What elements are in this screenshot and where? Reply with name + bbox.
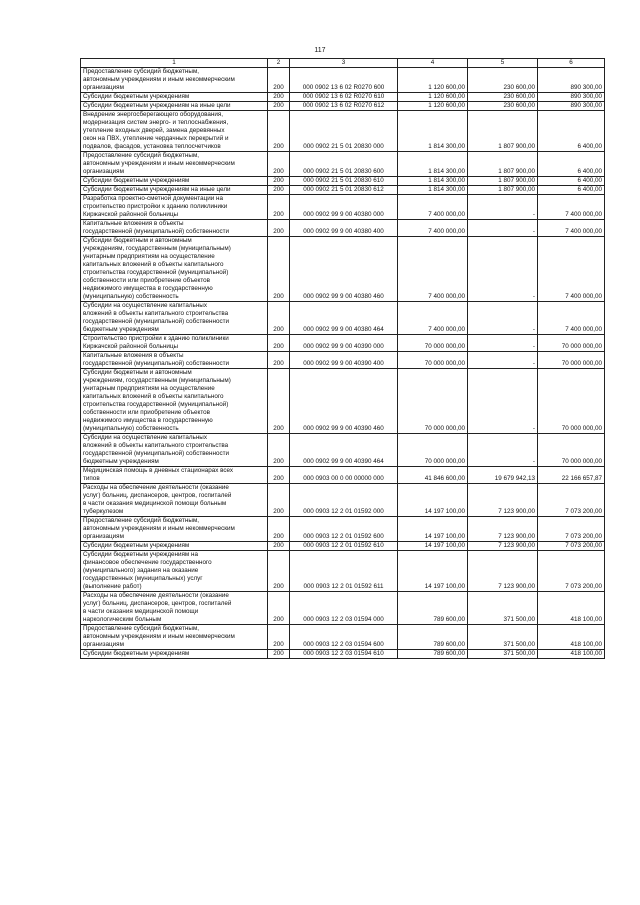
row-amount-approved-cell: 7 400 000,00: [398, 302, 468, 335]
row-name-cell: Предоставление субсидий бюджетным, автономным учреждениям и иным некоммерческим организациям: [81, 625, 268, 650]
row-code-cell: 000 0902 99 9 00 40380 464: [290, 302, 398, 335]
row-amount-executed-cell: 230 600,00: [468, 68, 538, 93]
table-row: [81, 542, 605, 551]
row-gr-cell: 200: [268, 177, 290, 186]
row-name-cell: Субсидии бюджетным и автономным учреждениям, государственным (муниципальным) унитарным предприятиям на осуществление капитальных вложений в объекты капитального строительства государственной (муниципальной) собственности или приобретение объектов недвижимого имущества в государственную (муниципальную) собственность: [81, 237, 268, 302]
row-amount-approved-cell: 1 814 300,00: [398, 186, 468, 195]
row-amount-approved-cell: 14 197 100,00: [398, 551, 468, 592]
row-amount-remaining-cell: 22 166 657,87: [538, 467, 605, 484]
row-code-cell: 000 0902 21 5 01 20830 000: [290, 111, 398, 152]
row-amount-remaining-cell: 890 300,00: [538, 93, 605, 102]
row-name-cell: Расходы на обеспечение деятельности (оказание услуг) больниц, диспансеров, центров, госпиталей в части оказания медицинской помощи больным туберкулезом: [81, 484, 268, 517]
row-amount-approved-cell: 1 814 300,00: [398, 111, 468, 152]
row-amount-executed-cell: -: [468, 237, 538, 302]
row-amount-approved-cell: 14 197 100,00: [398, 517, 468, 542]
row-amount-remaining-cell: 70 000 000,00: [538, 335, 605, 352]
row-amount-remaining-cell: 7 400 000,00: [538, 302, 605, 335]
row-gr-cell: 200: [268, 517, 290, 542]
row-name-cell: Субсидии бюджетным учреждениям на финансовое обеспечение государственного (муниципального) задания на оказание государственных (муниципальных) услуг (выполнение работ): [81, 551, 268, 592]
row-gr-cell: 200: [268, 650, 290, 659]
row-amount-executed-cell: -: [468, 195, 538, 220]
row-amount-approved-cell: 789 600,00: [398, 592, 468, 625]
row-gr-cell: 200: [268, 335, 290, 352]
row-amount-executed-cell: -: [468, 335, 538, 352]
row-amount-remaining-cell: 7 073 200,00: [538, 542, 605, 551]
row-code-cell: 000 0903 12 2 01 01592 600: [290, 517, 398, 542]
row-name-cell: Медицинская помощь в дневных стационарах всех типов: [81, 467, 268, 484]
row-amount-remaining-cell: 890 300,00: [538, 102, 605, 111]
row-amount-executed-cell: 371 500,00: [468, 592, 538, 625]
row-name-cell: Субсидии на осуществление капитальных вложений в объекты капитального строительства государственной (муниципальной) собственности бюджетным учреждениям: [81, 434, 268, 467]
row-amount-executed-cell: 7 123 900,00: [468, 517, 538, 542]
row-amount-executed-cell: -: [468, 434, 538, 467]
row-code-cell: 000 0903 12 2 01 01592 610: [290, 542, 398, 551]
column-number-row: [81, 59, 605, 68]
row-name-cell: Субсидии бюджетным учреждениям: [81, 177, 268, 186]
row-amount-executed-cell: 7 123 900,00: [468, 542, 538, 551]
row-amount-remaining-cell: 7 400 000,00: [538, 220, 605, 237]
row-gr-cell: 200: [268, 484, 290, 517]
row-code-cell: 000 0902 21 5 01 20830 600: [290, 152, 398, 177]
table-row: [81, 335, 605, 352]
table-row: [81, 352, 605, 369]
row-amount-executed-cell: 371 500,00: [468, 650, 538, 659]
row-name-cell: Расходы на обеспечение деятельности (оказание услуг) больниц, диспансеров, центров, госпиталей в части оказания медицинской помощи наркологическим больным: [81, 592, 268, 625]
row-code-cell: 000 0902 99 9 00 40380 460: [290, 237, 398, 302]
row-amount-executed-cell: -: [468, 369, 538, 434]
row-code-cell: 000 0902 13 6 02 R0270 610: [290, 93, 398, 102]
table-row: [81, 369, 605, 434]
column-number-6: 6: [538, 59, 605, 68]
row-gr-cell: 200: [268, 434, 290, 467]
row-amount-executed-cell: -: [468, 220, 538, 237]
row-code-cell: 000 0903 12 2 03 01594 000: [290, 592, 398, 625]
row-code-cell: 000 0902 99 9 00 40390 460: [290, 369, 398, 434]
row-amount-remaining-cell: 7 073 200,00: [538, 517, 605, 542]
table-row: [81, 195, 605, 220]
row-name-cell: Капитальные вложения в объекты государственной (муниципальной) собственности: [81, 352, 268, 369]
row-amount-executed-cell: 1 807 900,00: [468, 152, 538, 177]
row-amount-remaining-cell: 7 073 200,00: [538, 551, 605, 592]
row-amount-approved-cell: 789 600,00: [398, 625, 468, 650]
row-code-cell: 000 0902 21 5 01 20830 610: [290, 177, 398, 186]
row-name-cell: Субсидии бюджетным учреждениям: [81, 650, 268, 659]
row-gr-cell: 200: [268, 93, 290, 102]
table-row: [81, 467, 605, 484]
row-amount-approved-cell: 70 000 000,00: [398, 434, 468, 467]
row-code-cell: 000 0902 13 6 02 R0270 600: [290, 68, 398, 93]
table-row: [81, 186, 605, 195]
row-name-cell: Предоставление субсидий бюджетным, автономным учреждениям и иным некоммерческим организациям: [81, 152, 268, 177]
budget-rows: [81, 68, 605, 659]
row-amount-executed-cell: -: [468, 352, 538, 369]
row-amount-approved-cell: 7 400 000,00: [398, 237, 468, 302]
row-code-cell: 000 0902 13 6 02 R0270 612: [290, 102, 398, 111]
row-amount-executed-cell: 1 807 900,00: [468, 111, 538, 152]
row-amount-remaining-cell: 890 300,00: [538, 68, 605, 93]
row-amount-executed-cell: 7 123 900,00: [468, 484, 538, 517]
row-amount-executed-cell: 7 123 900,00: [468, 551, 538, 592]
row-code-cell: 000 0903 12 2 03 01594 610: [290, 650, 398, 659]
row-amount-approved-cell: 1 814 300,00: [398, 152, 468, 177]
row-code-cell: 000 0903 12 2 03 01594 600: [290, 625, 398, 650]
row-gr-cell: 200: [268, 542, 290, 551]
row-code-cell: 000 0902 99 9 00 40380 400: [290, 220, 398, 237]
row-amount-remaining-cell: 6 400,00: [538, 111, 605, 152]
row-gr-cell: 200: [268, 152, 290, 177]
row-name-cell: Капитальные вложения в объекты государственной (муниципальной) собственности: [81, 220, 268, 237]
row-amount-approved-cell: 70 000 000,00: [398, 352, 468, 369]
row-name-cell: Субсидии бюджетным учреждениям на иные цели: [81, 102, 268, 111]
row-gr-cell: 200: [268, 467, 290, 484]
row-amount-approved-cell: 7 400 000,00: [398, 220, 468, 237]
row-amount-remaining-cell: 7 400 000,00: [538, 237, 605, 302]
row-gr-cell: 200: [268, 111, 290, 152]
column-number-3: 3: [290, 59, 398, 68]
table-row: [81, 302, 605, 335]
row-amount-approved-cell: 70 000 000,00: [398, 369, 468, 434]
table-row: [81, 625, 605, 650]
row-gr-cell: 200: [268, 352, 290, 369]
column-number-1: 1: [81, 59, 268, 68]
row-name-cell: Субсидии бюджетным учреждениям на иные цели: [81, 186, 268, 195]
column-number-2: 2: [268, 59, 290, 68]
row-amount-approved-cell: 1 120 600,00: [398, 93, 468, 102]
row-name-cell: Предоставление субсидий бюджетным, автономным учреждениям и иным некоммерческим организациям: [81, 517, 268, 542]
row-code-cell: 000 0902 99 9 00 40380 000: [290, 195, 398, 220]
table-row: [81, 434, 605, 467]
row-amount-approved-cell: 14 197 100,00: [398, 484, 468, 517]
row-amount-approved-cell: 1 120 600,00: [398, 102, 468, 111]
table-row: [81, 551, 605, 592]
table-row: [81, 68, 605, 93]
row-gr-cell: 200: [268, 186, 290, 195]
row-amount-approved-cell: 41 846 600,00: [398, 467, 468, 484]
row-name-cell: Субсидии бюджетным учреждениям: [81, 93, 268, 102]
table-row: [81, 484, 605, 517]
row-name-cell: Субсидии бюджетным учреждениям: [81, 542, 268, 551]
row-amount-remaining-cell: 7 073 200,00: [538, 484, 605, 517]
row-name-cell: Разработка проектно-сметной документации на строительство пристройки к зданию поликлиники Киржачской районной больницы: [81, 195, 268, 220]
row-amount-executed-cell: 371 500,00: [468, 625, 538, 650]
table-row: [81, 111, 605, 152]
row-amount-approved-cell: 789 600,00: [398, 650, 468, 659]
row-code-cell: 000 0903 12 2 01 01592 000: [290, 484, 398, 517]
row-gr-cell: 200: [268, 625, 290, 650]
row-amount-remaining-cell: 418 100,00: [538, 625, 605, 650]
table-row: [81, 237, 605, 302]
row-amount-executed-cell: -: [468, 302, 538, 335]
table-row: [81, 152, 605, 177]
row-amount-remaining-cell: 7 400 000,00: [538, 195, 605, 220]
row-amount-approved-cell: 7 400 000,00: [398, 195, 468, 220]
row-name-cell: Предоставление субсидий бюджетным, автономным учреждениям и иным некоммерческим организациям: [81, 68, 268, 93]
row-amount-remaining-cell: 70 000 000,00: [538, 369, 605, 434]
row-gr-cell: 200: [268, 592, 290, 625]
row-name-cell: Субсидии на осуществление капитальных вложений в объекты капитального строительства государственной (муниципальной) собственности бюджетным учреждениям: [81, 302, 268, 335]
row-amount-remaining-cell: 70 000 000,00: [538, 352, 605, 369]
table-row: [81, 650, 605, 659]
row-gr-cell: 200: [268, 237, 290, 302]
column-number-5: 5: [468, 59, 538, 68]
row-amount-executed-cell: 19 679 942,13: [468, 467, 538, 484]
row-gr-cell: 200: [268, 220, 290, 237]
row-amount-remaining-cell: 418 100,00: [538, 592, 605, 625]
row-gr-cell: 200: [268, 369, 290, 434]
column-number-4: 4: [398, 59, 468, 68]
row-gr-cell: 200: [268, 302, 290, 335]
table-row: [81, 93, 605, 102]
table-row: [81, 102, 605, 111]
page-number: 117: [314, 47, 326, 54]
row-gr-cell: 200: [268, 102, 290, 111]
row-amount-approved-cell: 1 814 300,00: [398, 177, 468, 186]
row-code-cell: 000 0902 99 9 00 40390 400: [290, 352, 398, 369]
row-amount-remaining-cell: 6 400,00: [538, 186, 605, 195]
row-amount-approved-cell: 70 000 000,00: [398, 335, 468, 352]
row-amount-executed-cell: 1 807 900,00: [468, 186, 538, 195]
table-row: [81, 177, 605, 186]
row-amount-executed-cell: 230 600,00: [468, 93, 538, 102]
row-code-cell: 000 0902 99 9 00 40390 464: [290, 434, 398, 467]
row-amount-approved-cell: 14 197 100,00: [398, 542, 468, 551]
row-code-cell: 000 0902 99 9 00 40390 000: [290, 335, 398, 352]
table-row: [81, 592, 605, 625]
row-amount-approved-cell: 1 120 600,00: [398, 68, 468, 93]
row-name-cell: Строительство пристройки к зданию поликлиники Киржачской районной больницы: [81, 335, 268, 352]
table-row: [81, 220, 605, 237]
row-code-cell: 000 0903 12 2 01 01592 611: [290, 551, 398, 592]
row-amount-remaining-cell: 6 400,00: [538, 177, 605, 186]
row-amount-remaining-cell: 418 100,00: [538, 650, 605, 659]
row-code-cell: 000 0903 00 0 00 00000 000: [290, 467, 398, 484]
row-gr-cell: 200: [268, 68, 290, 93]
row-code-cell: 000 0902 21 5 01 20830 612: [290, 186, 398, 195]
budget-table: [80, 58, 605, 659]
row-gr-cell: 200: [268, 195, 290, 220]
row-gr-cell: 200: [268, 551, 290, 592]
row-amount-executed-cell: 1 807 900,00: [468, 177, 538, 186]
table-row: [81, 517, 605, 542]
row-amount-executed-cell: 230 600,00: [468, 102, 538, 111]
row-name-cell: Субсидии бюджетным и автономным учреждениям, государственным (муниципальным) унитарным предприятиям на осуществление капитальных вложений в объекты капитального строительства государственной (муниципальной) собственности или приобретение объектов недвижимого имущества в государственную (муниципальную) собственность: [81, 369, 268, 434]
row-amount-remaining-cell: 6 400,00: [538, 152, 605, 177]
row-name-cell: Внедрение энергосберегающего оборудования, модернизация систем энерго- и теплоснабжения, утепление входных дверей, замена деревянных окон на ПВХ, утепление чердачных перекрытий и подвалов, фасадов, установка теплосчетчиков: [81, 111, 268, 152]
row-amount-remaining-cell: 70 000 000,00: [538, 434, 605, 467]
